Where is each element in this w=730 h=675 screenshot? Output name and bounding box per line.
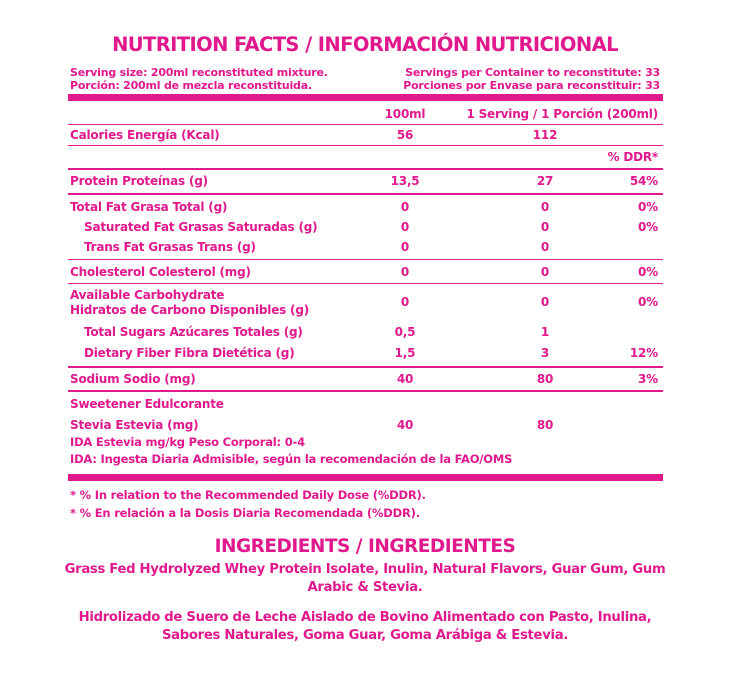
value-serving: 3 — [540, 346, 550, 360]
value-100ml: 0 — [400, 265, 410, 279]
row-label: Saturated Fat Grasas Saturadas (g) — [84, 220, 318, 234]
rule — [68, 390, 663, 392]
ingredients-es: Hidrolizado de Suero de Leche Aislado de Bovino Alimentado con Pasto, Inulina, Sabores Naturales, Goma Guar, Goma Arábiga & Estevia. — [78, 610, 652, 643]
row-label-en: Available Carbohydrate — [70, 288, 225, 302]
value-100ml: 0 — [400, 240, 410, 254]
servings-per-container-es: Porciones por Envase para reconstituir: 33 — [403, 79, 660, 92]
column-serving: 1 Serving / 1 Porción (200ml) — [466, 107, 658, 121]
value-serving: 0 — [540, 295, 550, 309]
row-label: Sodium Sodio (mg) — [70, 372, 196, 386]
rule — [68, 145, 663, 146]
value-100ml: 40 — [396, 418, 414, 432]
ddr-note-en: * % In relation to the Recommended Daily Dose (%DDR). — [70, 488, 426, 502]
column-100ml: 100ml — [384, 107, 426, 121]
row-label: Dietary Fiber Fibra Dietética (g) — [84, 346, 295, 360]
value-ddr: 0% — [638, 220, 658, 234]
servings-per-container — [403, 66, 660, 92]
row-label: Sweetener Edulcorante — [70, 397, 224, 411]
value-serving: 0 — [540, 240, 550, 254]
rule — [68, 259, 663, 260]
value-ddr: 0% — [638, 295, 658, 309]
value-100ml: 0 — [400, 200, 410, 214]
value-serving: 0 — [540, 265, 550, 279]
value-ddr: 0% — [638, 265, 658, 279]
value-ddr: 12% — [629, 346, 658, 360]
ida-note: IDA Estevia mg/kg Peso Corporal: 0-4 — [70, 435, 305, 449]
rule — [68, 168, 663, 170]
value-serving: 0 — [540, 200, 550, 214]
row-label-es: Hidratos de Carbono Disponibles (g) — [70, 303, 310, 317]
value-ddr: 0% — [638, 200, 658, 214]
row-label: Protein Proteínas (g) — [70, 174, 208, 188]
value-100ml: 1,5 — [394, 346, 416, 360]
value-100ml: 0 — [400, 220, 410, 234]
value-100ml: 13,5 — [390, 174, 420, 188]
value-ddr: 3% — [638, 372, 658, 386]
serving-size — [70, 66, 328, 92]
thick-rule — [68, 94, 663, 101]
value-100ml: 0 — [400, 295, 410, 309]
ida-definition: IDA: Ingesta Diaria Admisible, según la recomendación de la FAO/OMS — [70, 452, 513, 466]
row-label: Total Sugars Azúcares Totales (g) — [84, 325, 303, 339]
rule — [68, 366, 663, 368]
value-100ml: 0,5 — [394, 325, 416, 339]
serving-size-es: Porción: 200ml de mezcla reconstituida. — [70, 79, 312, 92]
rule — [68, 124, 663, 125]
value-serving: 1 — [540, 325, 550, 339]
ingredients-title: INGREDIENTS / INGREDIENTES — [214, 536, 516, 557]
row-label: Trans Fat Grasas Trans (g) — [84, 240, 256, 254]
value-serving: 112 — [532, 128, 558, 142]
value-100ml: 56 — [396, 128, 414, 142]
value-ddr: 54% — [629, 174, 658, 188]
row-label: Total Fat Grasa Total (g) — [70, 200, 228, 214]
value-100ml: 40 — [396, 372, 414, 386]
row-label: Stevia Estevia (mg) — [70, 418, 199, 432]
column-ddr: % DDR* — [607, 150, 658, 164]
servings-per-container-en: Servings per Container to reconstitute: 33 — [405, 66, 660, 79]
rule — [68, 283, 663, 284]
value-serving: 80 — [536, 372, 554, 386]
serving-size-en: Serving size: 200ml reconstituted mixture. — [70, 66, 328, 79]
ingredients-en: Grass Fed Hydrolyzed Whey Protein Isolate, Inulin, Natural Flavors, Guar Gum, Gum Arabic & Stevia. — [64, 562, 666, 595]
ddr-note-es: * % En relación a la Dosis Diaria Recomendada (%DDR). — [70, 506, 420, 520]
value-serving: 27 — [536, 174, 554, 188]
nutrition-title: NUTRITION FACTS / INFORMACIÓN NUTRICIONAL — [112, 33, 618, 56]
value-serving: 80 — [536, 418, 554, 432]
row-label: Cholesterol Colesterol (mg) — [70, 265, 251, 279]
value-serving: 0 — [540, 220, 550, 234]
thick-rule — [68, 474, 663, 481]
row-label: Calories Energía (Kcal) — [70, 128, 220, 142]
rule — [68, 193, 663, 195]
